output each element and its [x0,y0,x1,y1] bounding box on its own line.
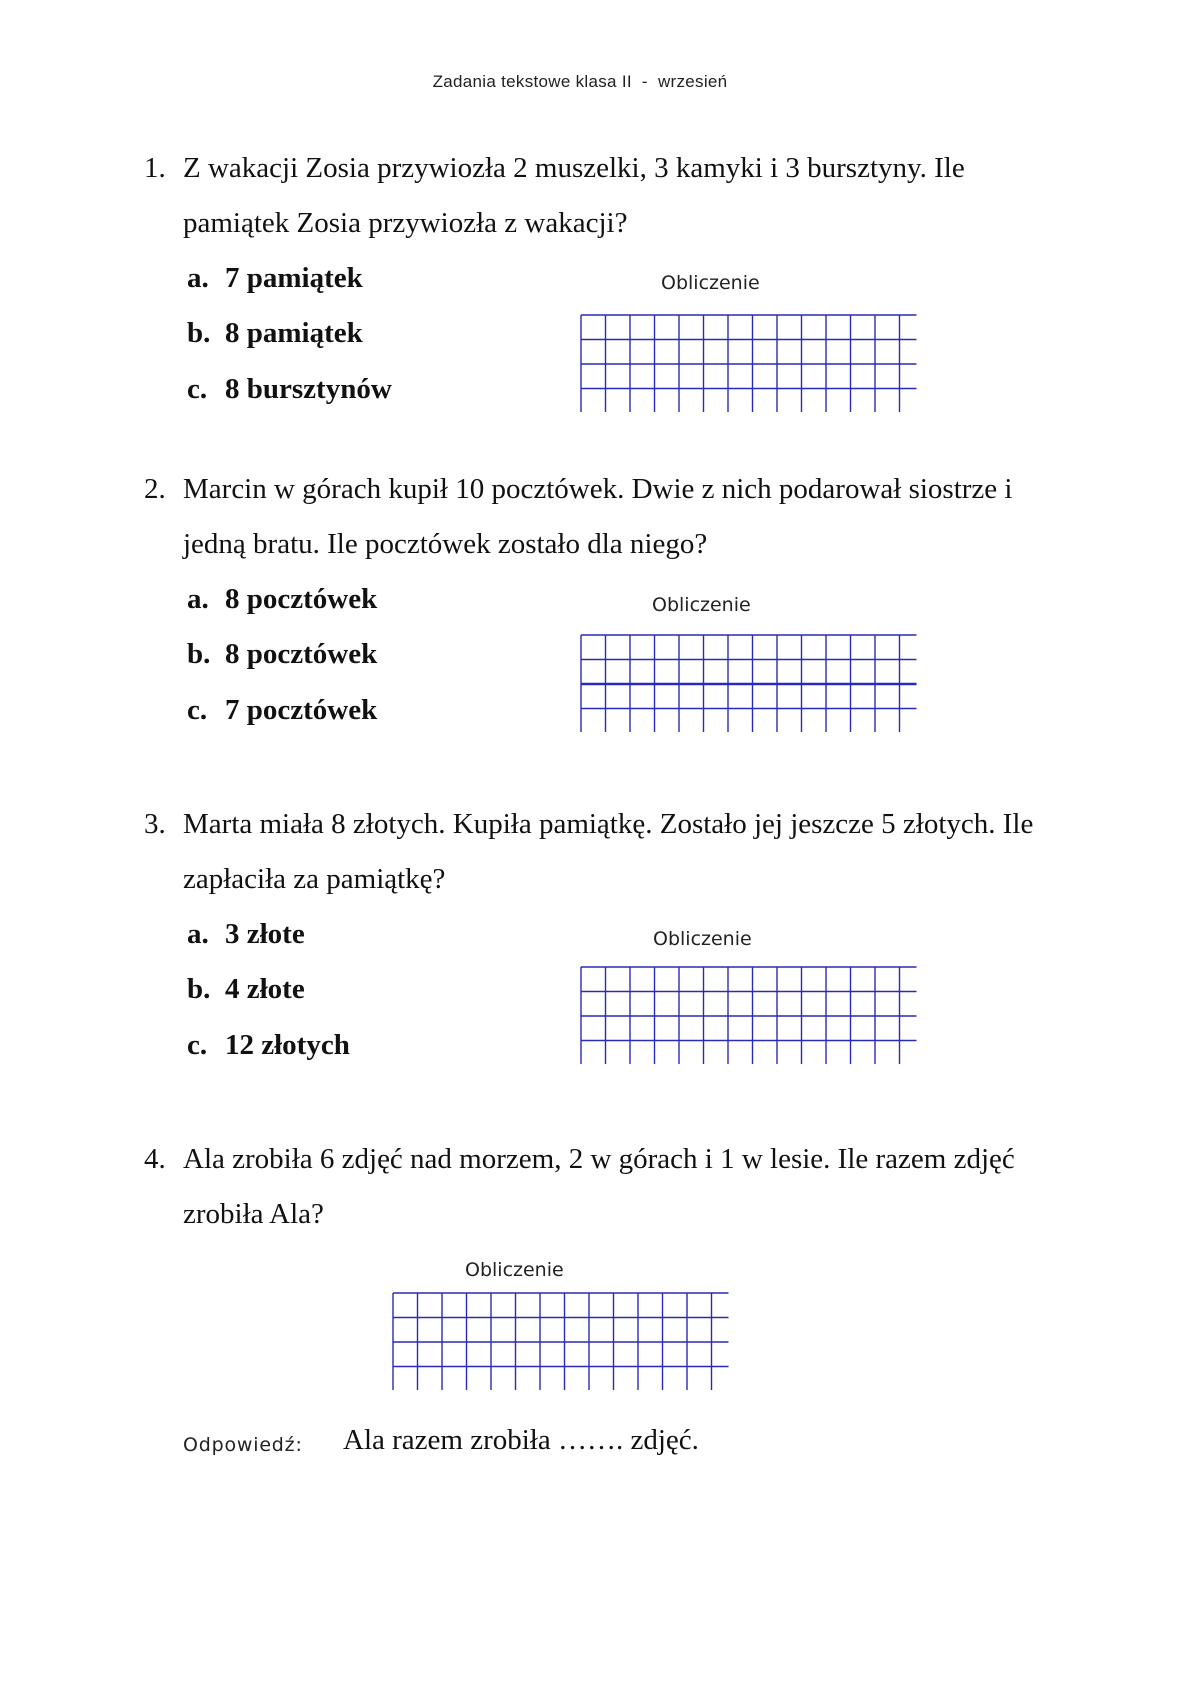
option-letter: b. [187,973,211,1005]
option-letter: b. [187,638,211,670]
option-letter: a. [187,262,209,294]
answer-option-a[interactable] [187,262,363,295]
option-letter: a. [187,583,209,615]
task-question-line: jedną bratu. Ile pocztówek zostało dla niego? [183,528,708,560]
option-letter: c. [187,1029,208,1061]
calc-label: Obliczenie [465,1259,564,1281]
task-number: 3. [144,808,166,840]
task-number: 4. [144,1143,166,1175]
task-question-line: zapłaciła za pamiątkę? [183,863,446,895]
answer-option-a[interactable] [187,583,377,616]
answer-option-b[interactable] [187,973,305,1006]
calc-label: Obliczenie [653,928,752,950]
calc-grid-lines [580,966,919,1066]
answer-option-a[interactable] [187,918,305,951]
option-text: 8 bursztynów [225,373,392,405]
calc-label: Obliczenie [652,594,751,616]
option-letter: c. [187,694,208,726]
calc-grid[interactable] [580,966,919,1066]
calc-grid-lines [580,314,919,414]
answer-option-c[interactable] [187,694,377,727]
task-question-line: Marcin w górach kupił 10 pocztówek. Dwie z nich podarował siostrze i [183,473,1013,505]
option-text: 3 złote [225,918,305,950]
task-question-line: pamiątek Zosia przywiozła z wakacji? [183,207,628,239]
task-question-line: Ala zrobiła 6 zdjęć nad morzem, 2 w górach i 1 w lesie. Ile razem zdjęć [183,1143,1015,1175]
option-text: 4 złote [225,973,305,1005]
task-question-line: Marta miała 8 złotych. Kupiła pamiątkę. Zostało jej jeszcze 5 złotych. Ile [183,808,1034,840]
answer-label: Odpowiedź: [183,1434,303,1456]
calc-grid[interactable] [580,314,919,414]
option-text: 8 pocztówek [225,583,378,615]
answer-sentence[interactable]: Ala razem zrobiła ……. zdjęć. [343,1424,699,1456]
task-number: 1. [144,152,166,184]
calc-grid[interactable] [580,634,919,734]
option-letter: a. [187,918,209,950]
answer-option-b[interactable] [187,638,377,671]
calc-grid-lines [392,1292,731,1392]
calc-grid-lines [580,634,919,734]
answer-option-b[interactable] [187,317,363,350]
option-letter: c. [187,373,208,405]
answer-option-c[interactable] [187,373,392,406]
calc-label: Obliczenie [661,272,760,294]
task-question-line: zrobiła Ala? [183,1198,324,1230]
option-text: 8 pamiątek [225,317,363,349]
option-text: 7 pocztówek [225,694,378,726]
calc-grid[interactable] [392,1292,731,1392]
option-text: 7 pamiątek [225,262,363,294]
option-text: 12 złotych [225,1029,350,1061]
option-letter: b. [187,317,211,349]
task-number: 2. [144,473,166,505]
option-text: 8 pocztówek [225,638,378,670]
page-header: Zadania tekstowe klasa II - wrzesień [432,72,728,91]
answer-option-c[interactable] [187,1029,350,1062]
task-question-line: Z wakacji Zosia przywiozła 2 muszelki, 3 kamyki i 3 bursztyny. Ile [183,152,965,184]
